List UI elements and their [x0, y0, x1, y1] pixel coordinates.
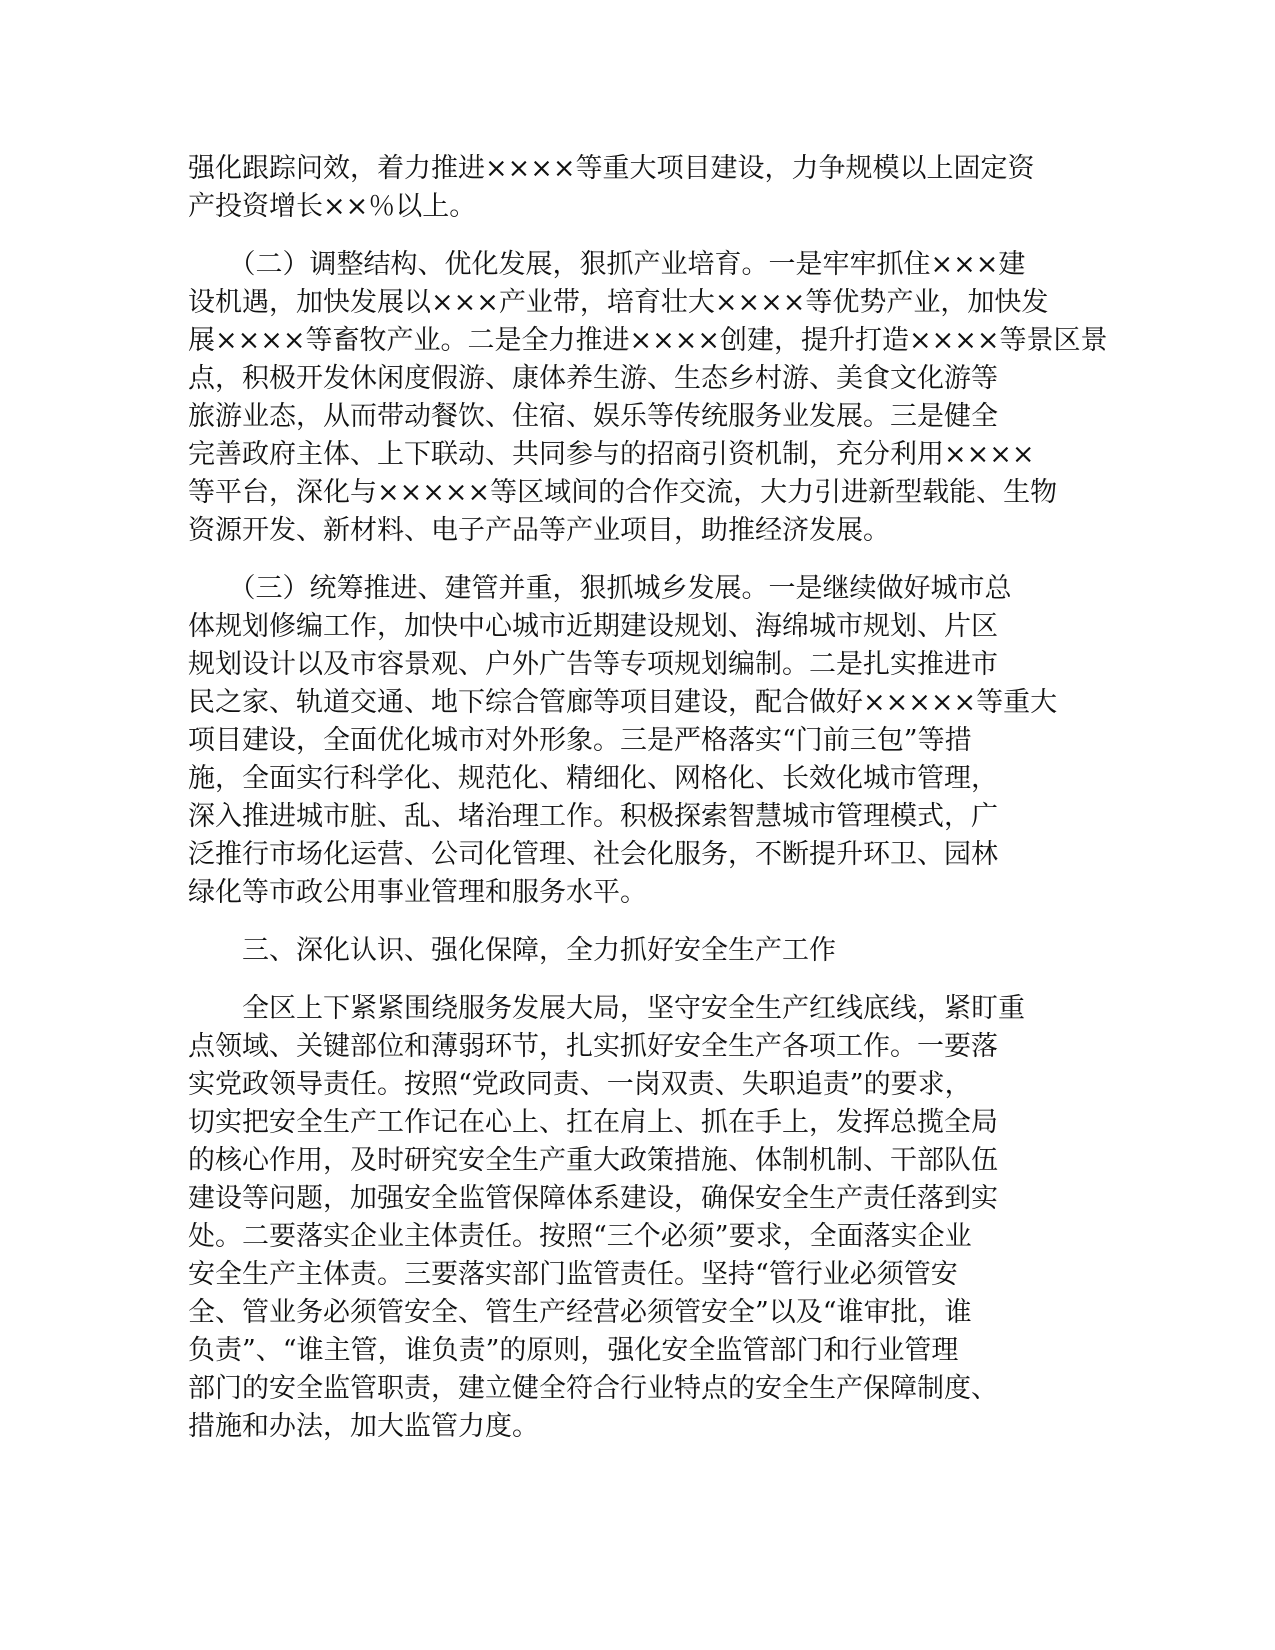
text-line: 规划设计以及市容景观、户外广告等专项规划编制。二是扎实推进市 — [188, 649, 998, 680]
text-line: 深入推进城市脏、乱、堵治理工作。积极探索智慧城市管理模式，广 — [188, 801, 998, 832]
text-line: 产投资增长××％以上。 — [188, 191, 477, 222]
text-line: 安全生产主体责。三要落实部门监管责任。坚持“管行业必须管安 — [188, 1259, 958, 1290]
text-line: 民之家、轨道交通、地下综合管廊等项目建设，配合做好×××××等重大 — [188, 687, 1058, 718]
text-line: 点领域、关键部位和薄弱环节，扎实抓好安全生产各项工作。一要落 — [188, 1031, 998, 1062]
paragraph-gap — [188, 226, 1088, 246]
text-line: 建设等问题，加强安全监管保障体系建设，确保安全生产责任落到实 — [188, 1183, 998, 1214]
text-line: 处。二要落实企业主体责任。按照“三个必须”要求，全面落实企业 — [188, 1221, 972, 1252]
text-line: 的核心作用，及时研究安全生产重大政策措施、体制机制、干部队伍 — [188, 1145, 998, 1176]
text-line: 资源开发、新材料、电子产品等产业项目，助推经济发展。 — [188, 515, 890, 546]
text-line: 强化跟踪问效，着力推进××××等重大项目建设，力争规模以上固定资 — [188, 153, 1035, 184]
text-line: 全、管业务必须管安全、管生产经营必须管安全”以及“谁审批，谁 — [188, 1297, 972, 1328]
text-line: （三）统筹推进、建管并重，狠抓城乡发展。一是继续做好城市总 — [188, 573, 1012, 604]
document-body — [188, 150, 1108, 1446]
paragraph-gap — [188, 970, 1088, 990]
text-line: 负责”、“谁主管，谁负责”的原则，强化安全监管部门和行业管理 — [188, 1335, 959, 1366]
text-line: 绿化等市政公用事业管理和服务水平。 — [188, 877, 647, 908]
text-line: 施，全面实行科学化、规范化、精细化、网格化、长效化城市管理， — [188, 763, 998, 794]
text-line: 实党政领导责任。按照“党政同责、一岗双责、失职追责”的要求， — [188, 1069, 972, 1100]
text-line: 全区上下紧紧围绕服务发展大局，坚守安全生产红线底线，紧盯重 — [188, 993, 1025, 1024]
text-line: （二）调整结构、优化发展，狠抓产业培育。一是牢牢抓住×××建 — [188, 249, 1026, 280]
paragraph-gap — [188, 912, 1088, 932]
text-line: 部门的安全监管职责，建立健全符合行业特点的安全生产保障制度、 — [188, 1373, 998, 1404]
text-line: 体规划修编工作，加快中心城市近期建设规划、海绵城市规划、片区 — [188, 611, 998, 642]
text-line: 泛推行市场化运营、公司化管理、社会化服务，不断提升环卫、园林 — [188, 839, 998, 870]
text-line: 设机遇，加快发展以×××产业带，培育壮大××××等优势产业，加快发 — [188, 287, 1049, 318]
text-line: 项目建设，全面优化城市对外形象。三是严格落实“门前三包”等措 — [188, 725, 972, 756]
paragraph-gap — [188, 550, 1088, 570]
text-line: 措施和办法，加大监管力度。 — [188, 1411, 539, 1442]
text-line: 完善政府主体、上下联动、共同参与的招商引资机制，充分利用×××× — [188, 439, 1035, 470]
text-line: 展××××等畜牧产业。二是全力推进××××创建，提升打造××××等景区景 — [188, 325, 1108, 356]
text-line: 点，积极开发休闲度假游、康体养生游、生态乡村游、美食文化游等 — [188, 363, 998, 394]
text-line: 三、深化认识、强化保障，全力抓好安全生产工作 — [188, 935, 836, 966]
text-line: 旅游业态，从而带动餐饮、住宿、娱乐等传统服务业发展。三是健全 — [188, 401, 998, 432]
text-line: 等平台，深化与×××××等区域间的合作交流，大力引进新型载能、生物 — [188, 477, 1058, 508]
text-line: 切实把安全生产工作记在心上、扛在肩上、抓在手上，发挥总揽全局 — [188, 1107, 998, 1138]
